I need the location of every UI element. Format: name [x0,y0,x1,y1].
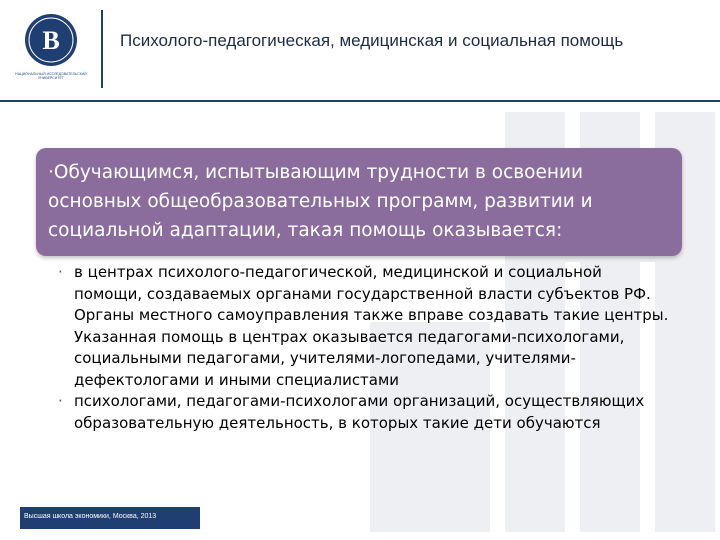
header-divider [101,10,103,88]
hse-logo-icon [8,8,94,92]
callout-text: ·Обучающимся, испытывающим трудности в освоении основных общеобразовательных программ, развитии и социальной адаптации, такая помощь оказывается: [48,162,593,241]
slide-title: Психолого-педагогическая, медицинская и социальная помощь [120,31,624,50]
list-item [52,391,672,434]
svg-text:B: B [42,26,60,55]
list-item [52,262,672,391]
slide-header [0,0,720,100]
bullet-marker: · [58,392,63,410]
footer-bar [20,507,200,529]
bullet-text: психологами, педагогами-психологами организаций, осуществляющих образовательную деятельность, в которых такие дети обучаются [74,392,645,432]
bullet-marker: · [58,263,63,281]
bullet-text: в центрах психолого-педагогической, медицинской и социальной помощи, создаваемых органами государственной власти субъектов РФ. Органы местного самоуправления также вправе создавать такие центры. Указанная помощь в центрах оказывается педагогами-психологами, социальными педагогами, учителями-логопедами, учителями-дефектологами и иными специалистами [74,263,669,389]
footer-text: Высшая школа экономики, Москва, 2013 [24,513,157,520]
callout-box [36,148,682,256]
bullet-list [52,262,672,434]
logo-caption: НАЦИОНАЛЬНЫЙ ИССЛЕДОВАТЕЛЬСКИЙ УНИВЕРСИТЕТ [15,72,87,80]
